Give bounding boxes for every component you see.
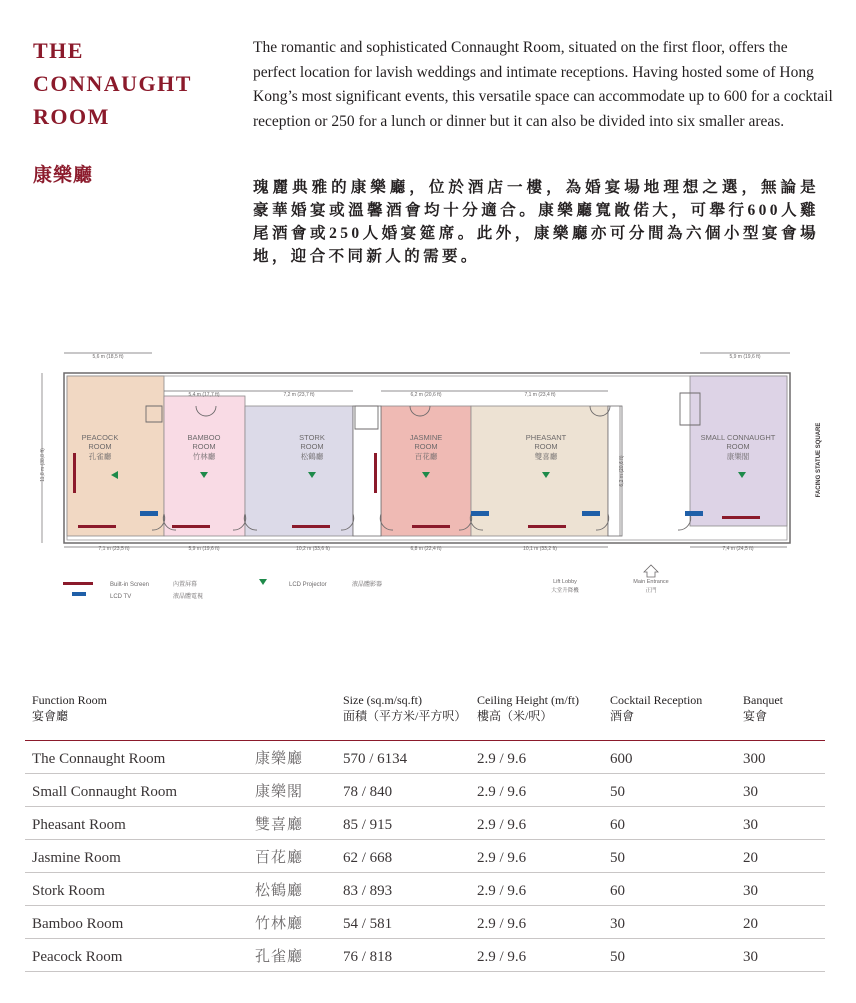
intro-chinese: 瑰麗典雅的康樂廳，位於酒店一樓，為婚宴場地理想之選，無論是豪華婚宴或溫馨酒會均十分適合。康樂廳寬敞偌大，可舉行600人雞尾酒會或250人婚宴筵席。此外，康樂廳亦可分間為六個小型宴會場地，迎合不同新人的需要。: [253, 179, 819, 265]
main-entrance-label: Main Entrance: [633, 579, 669, 585]
cell-size: 54 / 581: [343, 916, 393, 932]
dimension-label: 6,2 m (20,6 ft): [410, 392, 442, 398]
lcd-tv: [582, 511, 600, 516]
cell-cocktail: 600: [610, 751, 633, 767]
cell-size: 62 / 668: [343, 850, 393, 866]
cell-banquet: 30: [743, 949, 758, 965]
cell-zh: 雙喜廳: [255, 817, 304, 833]
cell-banquet: 30: [743, 883, 758, 899]
room-pheasant: [471, 406, 608, 536]
header-cocktail: Cocktail Reception 酒會: [610, 693, 703, 723]
cell-banquet: 30: [743, 784, 758, 800]
legend-label: Built-in Screen: [110, 582, 150, 588]
cell-height: 2.9 / 9.6: [477, 817, 527, 833]
title-line-2: CONNAUGHT: [33, 71, 192, 96]
cell-name: Small Connaught Room: [32, 784, 178, 800]
table-row: [25, 906, 825, 939]
page-title: [33, 34, 233, 133]
cell-banquet: 30: [743, 817, 758, 833]
room-label-en: PHEASANT: [525, 433, 567, 442]
legend-screen-swatch: [63, 582, 93, 585]
room-label-en: SMALL CONNAUGHT: [700, 433, 776, 442]
cell-size: 85 / 915: [343, 817, 393, 833]
legend-label: 液晶體影器: [352, 582, 383, 588]
room-label-en: PEACOCK: [81, 433, 119, 442]
cell-size: 78 / 840: [343, 784, 393, 800]
header-banquet: Banquet 宴會: [743, 693, 783, 723]
cell-height: 2.9 / 9.6: [477, 850, 527, 866]
built-in-screen: [412, 525, 450, 528]
dimension-label: 7,1 m (23,5 ft): [98, 546, 130, 552]
dimension-label: 7,2 m (23,7 ft): [283, 392, 315, 398]
built-in-screen: [374, 453, 377, 493]
cell-zh: 康樂廳: [255, 751, 304, 767]
dimension-label: 5,4 m (17,7 ft): [188, 392, 220, 398]
header-size: Size (sq.m/sq.ft) 面積（平方米/平方呎）: [343, 693, 467, 723]
room-label-en: STORK: [299, 433, 325, 442]
room-small-connaught: [690, 376, 787, 526]
page-title-chinese: 康樂廳: [33, 165, 94, 186]
room-label-en: ROOM: [534, 442, 558, 451]
built-in-screen: [292, 525, 330, 528]
lift-lobby-label: Lift Lobby: [553, 579, 577, 585]
cell-cocktail: 50: [610, 949, 625, 965]
cell-height: 2.9 / 9.6: [477, 916, 527, 932]
dimension-label: 7,1 m (23,4 ft): [524, 392, 556, 398]
dimension-label: 10,2 m (33,6 ft): [296, 546, 330, 552]
floor-plan: [30, 335, 830, 610]
table-row: [25, 939, 825, 972]
dimension-label: 5,9 m (19,6 ft): [729, 354, 761, 360]
room-label-en: ROOM: [300, 442, 324, 451]
title-line-1: THE: [33, 38, 84, 63]
dimension-label: 5,9 m (19,6 ft): [188, 546, 220, 552]
table-header: [25, 690, 825, 741]
room-jasmine: [381, 406, 471, 536]
dimension-label: 5,6 m (18,5 ft): [92, 354, 124, 360]
dimension-label: 6,8 m (22,4 ft): [410, 546, 442, 552]
room-label-en: ROOM: [414, 442, 438, 451]
room-label-zh: 孔雀廳: [88, 452, 112, 461]
cell-cocktail: 50: [610, 784, 625, 800]
cell-size: 76 / 818: [343, 949, 393, 965]
legend-label: 內置屏幕: [173, 582, 198, 588]
built-in-screen: [172, 525, 210, 528]
legend-label: LCD TV: [110, 594, 132, 600]
dimension-label: 7,4 m (24,5 ft): [722, 546, 754, 552]
table-row: [25, 840, 825, 873]
cell-cocktail: 30: [610, 916, 625, 932]
room-stork: [245, 406, 353, 536]
table-row: [25, 807, 825, 840]
dimension-label: 10,1 m (33,2 ft): [523, 546, 557, 552]
cell-name: The Connaught Room: [32, 751, 166, 767]
cell-cocktail: 60: [610, 883, 625, 899]
cell-height: 2.9 / 9.6: [477, 784, 527, 800]
room-bamboo: [164, 396, 245, 536]
lcd-tv: [471, 511, 489, 516]
table-row: [25, 741, 825, 774]
header-ceiling-height: Ceiling Height (m/ft) 樓高（米/呎）: [477, 693, 579, 723]
header-function-room: Function Room 宴會廳: [32, 693, 108, 723]
table-body: [25, 741, 825, 972]
built-in-screen: [73, 453, 76, 493]
cell-name: Jasmine Room: [32, 850, 121, 866]
lift-lobby-label: 大堂升降機: [551, 588, 579, 594]
table-row: [25, 873, 825, 906]
cell-size: 83 / 893: [343, 883, 393, 899]
intro-english: The romantic and sophisticated Connaught Room, situated on the first floor, offers the perfect location for lavish weddings and intimate receptions. Having hosted some of Hong Kong’s most significant events, this versatile space can accommodate up to 600 for a cocktail reception or 250 for a lunch or dinner but it can also be divided into six smaller areas.: [253, 39, 833, 130]
title-line-3: ROOM: [33, 104, 110, 129]
cell-size: 570 / 6134: [343, 751, 408, 767]
room-label-zh: 百花廳: [414, 452, 438, 461]
table-row: [25, 774, 825, 807]
cell-banquet: 300: [743, 751, 766, 767]
cell-height: 2.9 / 9.6: [477, 883, 527, 899]
cell-height: 2.9 / 9.6: [477, 751, 527, 767]
cell-name: Bamboo Room: [32, 916, 124, 932]
cell-zh: 孔雀廳: [255, 949, 304, 965]
dimension-label: 6,2 m (20,6 ft): [619, 455, 625, 487]
cell-zh: 松鶴廳: [255, 883, 304, 899]
lcd-tv: [140, 511, 158, 516]
cell-name: Stork Room: [32, 883, 105, 899]
room-label-en: ROOM: [726, 442, 750, 451]
cell-name: Peacock Room: [32, 949, 123, 965]
dimension-label: 11,8 m (38,8 ft): [40, 448, 46, 482]
room-label-en: ROOM: [192, 442, 216, 451]
cell-name: Pheasant Room: [32, 817, 126, 833]
cell-zh: 竹林廳: [255, 916, 304, 932]
cell-banquet: 20: [743, 916, 758, 932]
built-in-screen: [78, 525, 116, 528]
room-label-en: JASMINE: [409, 433, 443, 442]
cell-zh: 百花廳: [255, 850, 304, 866]
legend-tv-swatch: [72, 592, 86, 596]
entrance-arrow-icon: [644, 565, 658, 577]
cell-banquet: 20: [743, 850, 758, 866]
cell-cocktail: 60: [610, 817, 625, 833]
room-label-zh: 康樂閣: [726, 452, 750, 461]
function-room-table: [25, 690, 825, 972]
legend-label: 液晶體電視: [173, 594, 204, 600]
built-in-screen: [528, 525, 566, 528]
room-label-zh: 松鶴廳: [300, 452, 324, 461]
floor-plan-drawing: [30, 335, 830, 610]
cell-height: 2.9 / 9.6: [477, 949, 527, 965]
lcd-tv: [685, 511, 703, 516]
room-label-zh: 竹林廳: [192, 452, 216, 461]
cell-zh: 康樂閣: [255, 784, 304, 800]
room-label-zh: 雙喜廳: [534, 452, 558, 461]
room-label-en: BAMBOO: [187, 433, 221, 442]
facing-label: FACING STATUE SQUARE: [816, 422, 822, 498]
cell-cocktail: 50: [610, 850, 625, 866]
legend-projector-swatch: [259, 579, 267, 585]
legend-label: LCD Projector: [289, 582, 327, 588]
main-entrance-label: 正門: [645, 588, 657, 594]
built-in-screen: [722, 516, 760, 519]
room-label-en: ROOM: [88, 442, 112, 451]
